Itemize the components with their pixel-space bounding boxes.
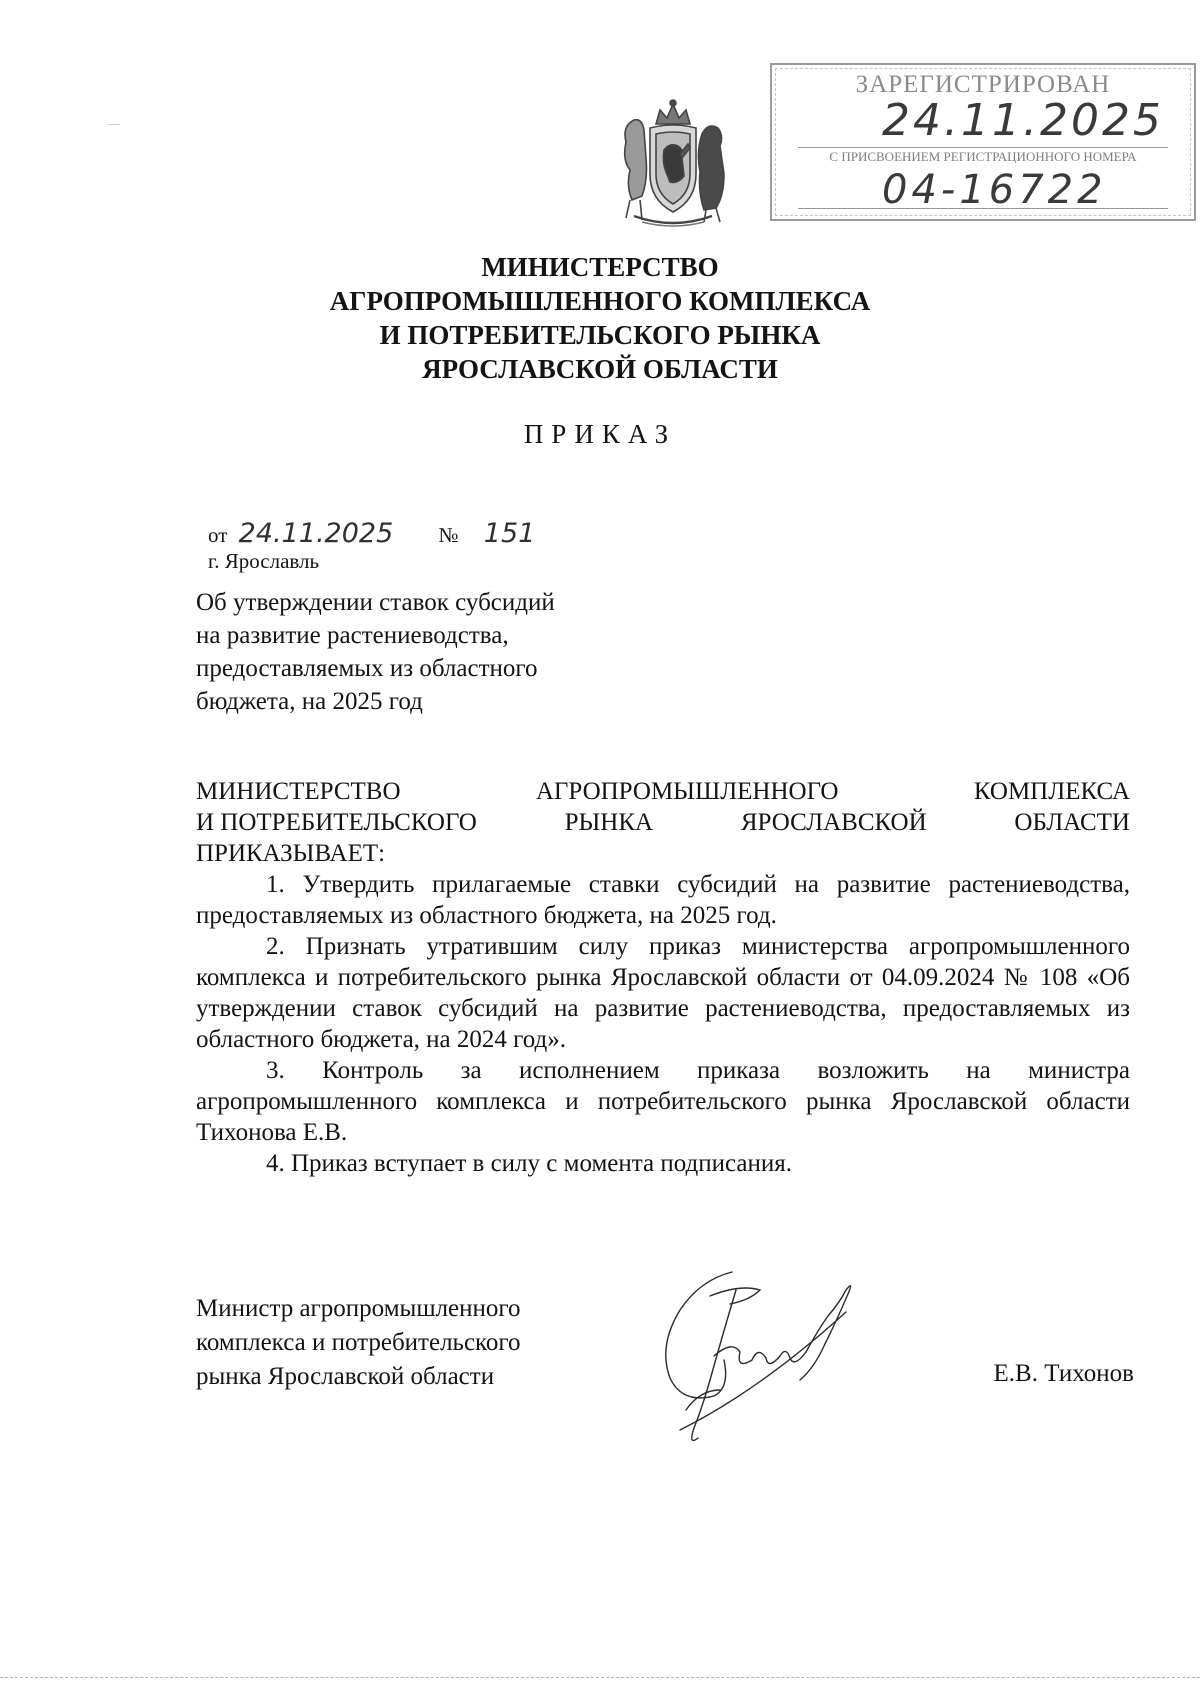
coat-of-arms-icon <box>612 96 734 230</box>
date-label: от <box>208 523 228 547</box>
stamp-title: ЗАРЕГИСТРИРОВАН <box>855 71 1111 98</box>
subject-line: предоставляемых из областного <box>196 655 538 682</box>
ministry-line: МИНИСТЕРСТВО <box>481 252 719 282</box>
scan-artifact-line <box>0 1677 1200 1678</box>
registration-stamp <box>770 63 1196 221</box>
order-item: 3. Контроль за исполнением приказа возложить на министра агропромышленного комплекса и потребительского рынка Ярославской области Тихонова Е.В. <box>196 1057 1130 1146</box>
preamble-word: РЫНКА <box>564 809 654 836</box>
document-type-title: ПРИКАЗ <box>523 419 677 449</box>
signer-position <box>196 1292 616 1394</box>
preamble-word: МИНИСТЕРСТВО <box>196 778 401 805</box>
stamp-number: 04-16722 <box>882 167 1107 213</box>
signer-position-line: Министр агропромышленного <box>196 1295 521 1322</box>
ministry-line: ЯРОСЛАВСКОЙ ОБЛАСТИ <box>422 354 778 384</box>
order-date-number <box>208 518 535 549</box>
preamble-line: ПРИКАЗЫВАЕТ: <box>196 840 386 867</box>
ministry-line: АГРОПРОМЫШЛЕННОГО КОМПЛЕКСА <box>329 286 871 316</box>
ministry-line: И ПОТРЕБИТЕЛЬСКОГО РЫНКА <box>379 320 821 350</box>
subject-line: на развитие растениеводства, <box>196 622 509 649</box>
stamp-divider <box>798 208 1168 209</box>
signer-position-line: рынка Ярославской области <box>196 1363 495 1390</box>
signer-position-line: комплекса и потребительского <box>196 1329 521 1356</box>
preamble-line <box>196 776 1130 807</box>
number-value: 151 <box>483 518 536 549</box>
ministry-heading <box>0 250 1200 386</box>
preamble-word: ЯРОСЛАВСКОЙ <box>740 809 927 836</box>
subject-line: Об утверждении ставок субсидий <box>196 589 555 616</box>
order-item: 4. Приказ вступает в силу с момента подписания. <box>266 1150 792 1177</box>
preamble-word: АГРОПРОМЫШЛЕННОГО <box>535 778 839 805</box>
order-item: 2. Признать утратившим силу приказ министерства агропромышленного комплекса и потребительского рынка Ярославской области от 04.09.2024 № 108 «Об утверждении ставок субсидий на развитие растениеводства, предоставляемых из областного бюджета, на 2024 год». <box>196 933 1130 1053</box>
preamble <box>196 776 1130 869</box>
handwritten-signature <box>640 1260 880 1460</box>
preamble-line <box>196 807 1130 838</box>
preamble-word: ОБЛАСТИ <box>1014 809 1130 836</box>
signer-name: Е.В. Тихонов <box>993 1360 1134 1387</box>
stamp-divider <box>798 147 1168 148</box>
scan-mark <box>108 124 120 125</box>
city: г. Ярославль <box>208 549 320 573</box>
stamp-date: 24.11.2025 <box>882 95 1164 146</box>
order-item: 1. Утвердить прилагаемые ставки субсидий на развитие растениеводства, предоставляемых из областного бюджета, на 2025 год. <box>196 871 1130 929</box>
preamble-word: И ПОТРЕБИТЕЛЬСКОГО <box>196 809 477 836</box>
subject-line: бюджета, на 2025 год <box>196 688 423 715</box>
order-subject <box>196 586 656 718</box>
preamble-word: КОМПЛЕКСА <box>973 778 1130 805</box>
date-value: 24.11.2025 <box>238 518 394 549</box>
order-body <box>196 776 1130 1179</box>
number-label: № <box>438 523 459 547</box>
stamp-caption: С ПРИСВОЕНИЕМ РЕГИСТРАЦИОННОГО НОМЕРА <box>829 149 1137 164</box>
